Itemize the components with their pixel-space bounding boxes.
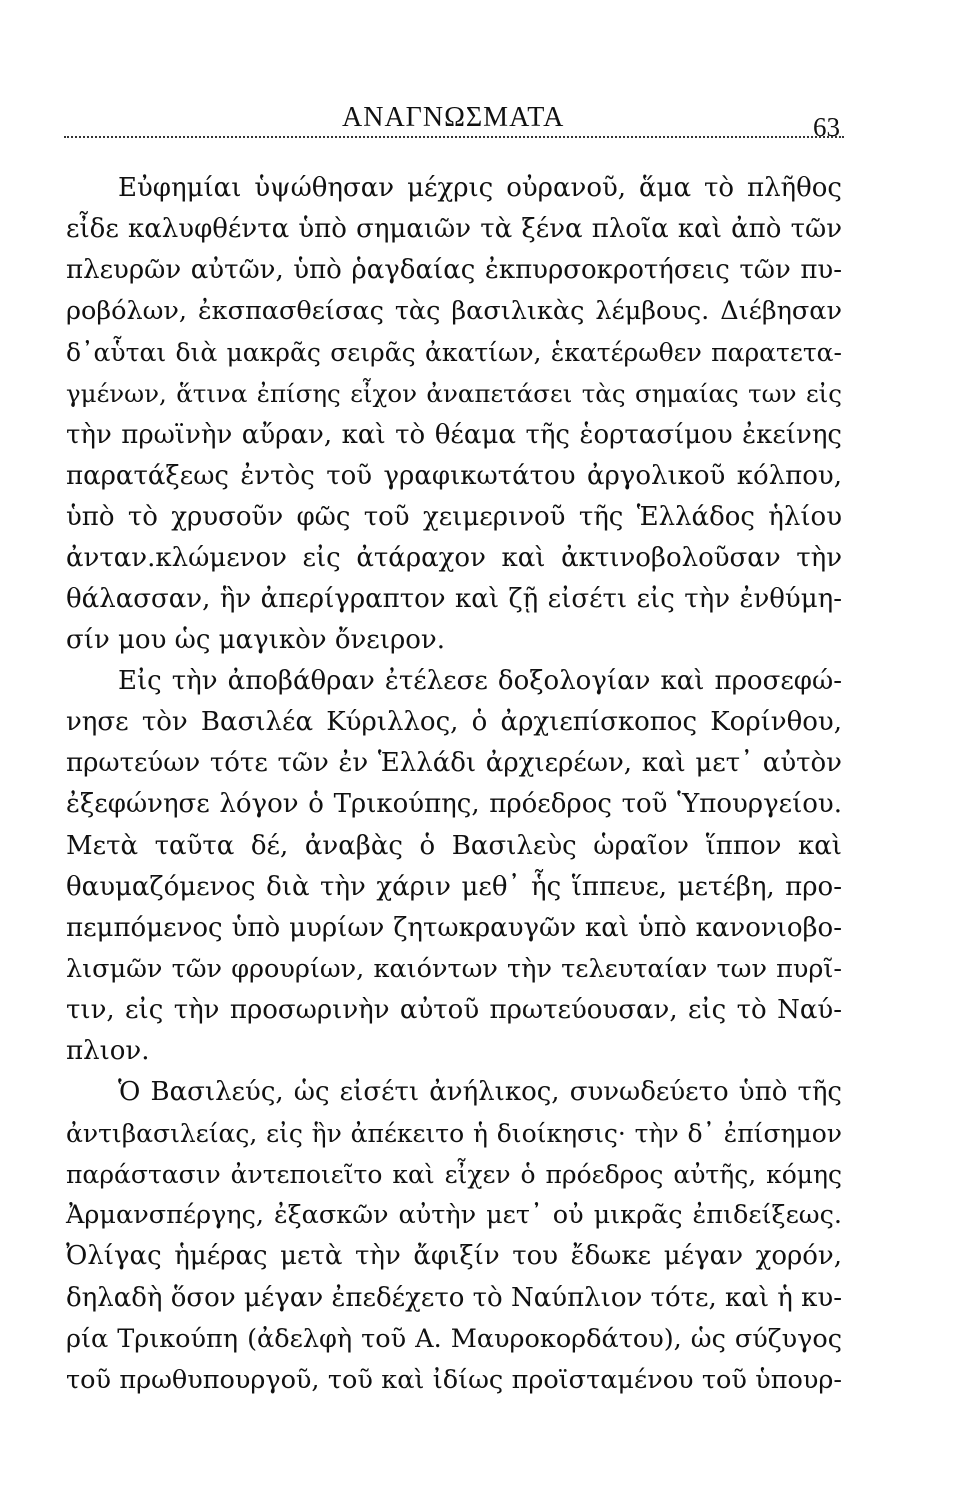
text-line: νησε τὸν Βασιλέα Κύριλλος, ὁ ἀρχιεπίσκοπος Κορίνθου, [66,707,842,738]
text-line: Ἀρμανσπέργης, ἐξασκῶν αὐτὴν μετ᾽ οὐ μικρᾶς ἐπιδείξεως. [66,1200,842,1231]
text-line: θαυμαζόμενος διὰ τὴν χάριν μεθ᾽ ἧς ἵππευε, μετέβη, προ- [66,871,842,902]
text-line: τοῦ πρωθυπουργοῦ, τοῦ καὶ ἰδίως προϊσταμένου τοῦ ὑπουρ- [66,1364,842,1395]
text-line: θάλασσαν, ἣν ἀπερίγραπτον καὶ ζῇ εἰσέτι εἰς τὴν ἐνθύμη- [66,583,842,614]
text-line: ἀντιβασιλείας, εἰς ἣν ἀπέκειτο ἡ διοίκησις· τὴν δ᾽ ἐπίσημον [66,1119,842,1149]
page-title: ΑΝΑΓΝΩΣΜΑΤΑ [342,102,565,133]
text-line: πρωτεύων τότε τῶν ἐν Ἑλλάδι ἀρχιερέων, καὶ μετ᾽ αὐτὸν [66,748,842,779]
text-line: γμένων, ἅτινα ἐπίσης εἶχον ἀναπετάσει τὰς σημαίας των εἰς [66,379,842,409]
text-line: ροβόλων, ἐκσπασθείσας τὰς βασιλικὰς λέμβους. Διέβησαν [66,296,842,327]
text-line: παράστασιν ἀντεποιεῖτο καὶ εἶχεν ὁ πρόεδρος αὐτῆς, κόμης [66,1160,842,1190]
text-line: Εὐφημίαι ὑψώθησαν μέχρις οὐρανοῦ, ἅμα τὸ πλῆθος [118,173,842,203]
text-line: πλιον. [66,1035,150,1066]
text-line: σίν μου ὡς μαγικὸν ὄνειρον. [66,625,445,656]
text-line: τιν, εἰς τὴν προσωρινὴν αὐτοῦ πρωτεύουσαν, εἰς τὸ Ναύ- [66,994,842,1025]
page-number: 63 [813,112,840,142]
text-line: ὑπὸ τὸ χρυσοῦν φῶς τοῦ χειμερινοῦ τῆς Ἑλλάδος ἡλίου [66,501,842,532]
text-line: Μετὰ ταῦτα δέ, ἀναβὰς ὁ Βασιλεὺς ὡραῖον ἵππον καὶ [66,830,842,861]
text-line: ἀνταν.κλώμενον εἰς ἀτάραχον καὶ ἀκτινοβολοῦσαν τὴν [66,542,842,573]
text-line: πεμπόμενος ὑπὸ μυρίων ζητωκραυγῶν καὶ ὑπὸ κανονιοβο- [66,912,842,943]
text-line: Εἰς τὴν ἀποβάθραν ἐτέλεσε δοξολογίαν καὶ προσεφώ- [118,666,842,697]
text-line: ρία Τρικούπη (ἀδελφὴ τοῦ Α. Μαυροκορδάτου), ὡς σύζυγος [66,1323,842,1354]
running-head [64,96,844,142]
text-line: πλευρῶν αὐτῶν, ὑπὸ ῥαγδαίας ἐκπυρσοκροτήσεις τῶν πυ- [66,255,842,286]
text-line: τὴν πρωϊνὴν αὔραν, καὶ τὸ θέαμα τῆς ἑορτασίμου ἐκείνης [66,419,842,450]
text-line: εἶδε καλυφθέντα ὑπὸ σημαιῶν τὰ ξένα πλοῖα καὶ ἀπὸ τῶν [66,214,842,245]
header-divider [64,136,844,138]
body-text [66,168,842,1401]
text-line: λισμῶν τῶν φρουρίων, καιόντων τὴν τελευταίαν των πυρῖ- [66,953,842,984]
text-line: Ὁ Βασιλεύς, ὡς εἰσέτι ἀνήλικος, συνωδεύετο ὑπὸ τῆς [118,1077,842,1108]
text-line: παρατάξεως ἐντὸς τοῦ γραφικωτάτου ἀργολικοῦ κόλπου, [66,460,842,491]
text-line: δ᾽αὗται διὰ μακρᾶς σειρᾶς ἀκατίων, ἑκατέρωθεν παρατετα- [66,338,842,368]
text-line: δηλαδὴ ὅσον μέγαν ἐπεδέχετο τὸ Ναύπλιον τότε, καὶ ἡ κυ- [66,1282,842,1313]
text-line: Ὀλίγας ἡμέρας μετὰ τὴν ἄφιξίν του ἔδωκε μέγαν χορόν, [66,1241,842,1272]
text-line: ἐξεφώνησε λόγον ὁ Τρικούπης, πρόεδρος τοῦ Ὑπουργείου. [66,789,842,820]
